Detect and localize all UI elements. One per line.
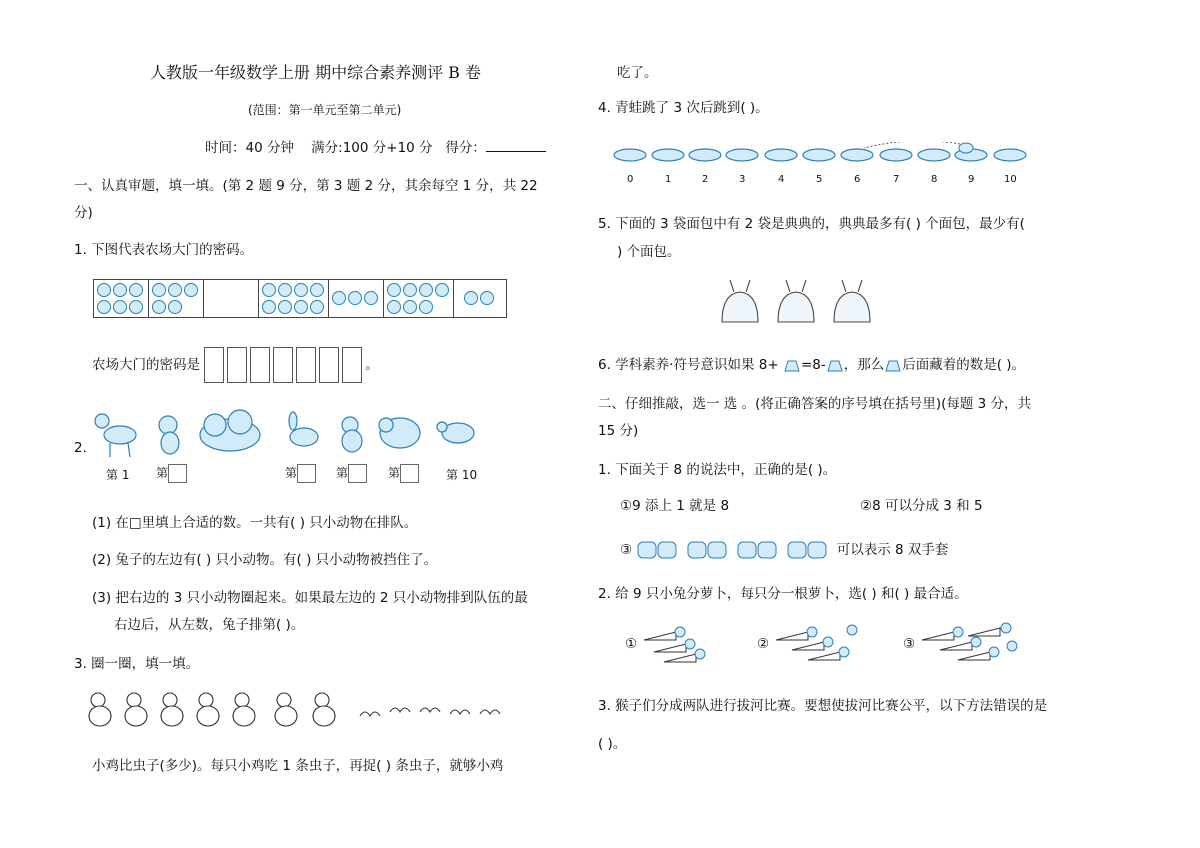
- chick-icon: [233, 693, 255, 726]
- hidden-shape-icon: [884, 357, 902, 373]
- q6-text: [598, 353, 1025, 373]
- s2-q1-opt1: ①9 添上 1 就是 8: [620, 498, 730, 514]
- s2-q1-title: 1. 下面关于 8 的说法中，正确的是( )。: [598, 462, 837, 478]
- opt3-text: 可以表示 8 双手套: [836, 542, 949, 558]
- password-label: 农场大门的密码是: [92, 357, 200, 373]
- s2-q1-opt3: [620, 538, 948, 561]
- s2-q2-opt1: ①: [625, 636, 638, 652]
- dog-icon: [159, 416, 179, 454]
- q5-text: 5. 下面的 3 袋面包中有 2 袋是典典的，典典最多有( ) 个面包，最少有(: [598, 216, 1025, 232]
- carrot-icon: [808, 652, 840, 660]
- code-cell: [258, 279, 329, 318]
- q2-label-10: 第 10: [446, 468, 478, 482]
- carrot-icon: [776, 632, 808, 640]
- carrot-icon: [654, 644, 686, 652]
- s2-q3-title: 3. 猴子们分成两队进行拔河比赛。要想使拔河比赛公平，以下方法错误的是: [598, 698, 1048, 714]
- q2-label-2: 第: [156, 464, 187, 483]
- code-cell-empty: [203, 279, 259, 318]
- q2-sub3b: 右边后，从左数，兔子排第( )。: [114, 617, 305, 633]
- q6-suffix: 后面藏着的数是( )。: [902, 357, 1026, 373]
- full-score-label: 满分:100 分+10 分: [311, 140, 433, 156]
- q2-sub3a: (3) 把右边的 3 只小动物圈起来。如果最左边的 2 只小动物排到队伍的最: [92, 590, 528, 606]
- carrot-group-3: [918, 620, 1022, 664]
- s2-q2-opt3: ③: [903, 636, 916, 652]
- range-subtitle: (范围：第一单元至第二单元): [248, 103, 402, 117]
- jump-arc: [864, 142, 960, 148]
- pad-number: 0: [627, 174, 634, 185]
- carrot-icon: [968, 628, 1000, 636]
- password-box[interactable]: [204, 347, 224, 383]
- position-box[interactable]: [400, 464, 419, 483]
- q6-prefix: 6. 学科素养·符号意识如果 8+: [598, 357, 779, 373]
- time-label: 时间：40 分钟: [205, 140, 294, 156]
- q1-title: 1. 下图代表农场大门的密码。: [74, 242, 254, 258]
- pad-number: 1: [665, 174, 672, 185]
- code-cell: [93, 279, 149, 318]
- carrot-icon: [644, 632, 676, 640]
- password-answer: 农场大门的密码是 。: [92, 347, 379, 383]
- carrot-icon: [922, 632, 954, 640]
- s2-q2-title: 2. 给 9 只小兔分萝卜，每只分一根萝卜，选( ) 和( ) 最合适。: [598, 586, 968, 602]
- q2-label-1: 第 1: [106, 468, 130, 482]
- q3-text-cont: 吃了。: [617, 65, 658, 81]
- worm-icon: [390, 708, 410, 712]
- chick-icon: [313, 693, 335, 726]
- q2-label-4: 第: [336, 464, 367, 483]
- carrot-icon: [792, 642, 824, 650]
- carrot-icon: [664, 654, 696, 662]
- exam-info: [205, 136, 546, 156]
- animal-queue: [90, 405, 480, 461]
- q2-label-3: 第: [285, 464, 316, 483]
- q4-text: 4. 青蛙跳了 3 次后跳到( )。: [598, 100, 769, 116]
- bread-bag-icon: [778, 280, 814, 322]
- s2-q3-cont: ( )。: [598, 736, 627, 752]
- q2-label-5: 第: [388, 464, 419, 483]
- worm-icon: [480, 710, 500, 714]
- code-cell: [453, 279, 507, 318]
- score-blank[interactable]: [486, 151, 546, 152]
- pad-number: 10: [1004, 174, 1017, 185]
- code-cell: [383, 279, 454, 318]
- hidden-shape-icon: [826, 357, 844, 373]
- chick-icon: [89, 693, 111, 726]
- section1-heading-cont: 分): [74, 205, 93, 221]
- carrot-icon: [958, 652, 990, 660]
- q3-text: 小鸡比虫子(多少)。每只小鸡吃 1 条虫子，再捉( ) 条虫子，就够小鸡: [92, 758, 504, 774]
- password-box[interactable]: [227, 347, 247, 383]
- page-title: 人教版一年级数学上册 期中综合素养测评 B 卷: [150, 63, 482, 82]
- pad-number: 6: [854, 174, 861, 185]
- bread-bags: [718, 278, 888, 330]
- mittens-icon: [636, 539, 832, 561]
- password-box[interactable]: [273, 347, 293, 383]
- section2-heading: 二、仔细推敲，选一 选 。(将正确答案的序号填在括号里)(每题 3 分，共: [598, 396, 1032, 412]
- worm-icon: [450, 710, 470, 714]
- pad-number: 5: [816, 174, 823, 185]
- q5-text-cont: ) 个面包。: [617, 244, 681, 260]
- q6-mid: =8-: [800, 357, 826, 373]
- pad-number: 7: [893, 174, 900, 185]
- s2-q1-opt2: ②8 可以分成 3 和 5: [860, 498, 983, 514]
- cloud-icon: [200, 410, 260, 451]
- score-label: 得分：: [445, 140, 486, 156]
- q6-mid2: ，那么: [843, 357, 885, 373]
- lily-pads: [612, 142, 1032, 172]
- s2-q2-opt2: ②: [757, 636, 770, 652]
- position-box[interactable]: [348, 464, 367, 483]
- bread-bag-icon: [834, 280, 870, 322]
- section1-heading: 一、认真审题，填一填。(第 2 题 9 分，第 3 题 2 分，其余每空 1 分，共 22: [74, 178, 538, 194]
- sheep-icon: [379, 418, 420, 448]
- carrot-group-1: [640, 622, 714, 664]
- code-cell: [328, 279, 384, 318]
- chick-icon: [125, 693, 147, 726]
- pad-number: 4: [778, 174, 785, 185]
- pad-number: 2: [702, 174, 709, 185]
- password-box[interactable]: [342, 347, 362, 383]
- carrot-group-2: [772, 620, 862, 664]
- horse-icon: [95, 414, 136, 457]
- chick-icon: [197, 693, 219, 726]
- password-box[interactable]: [250, 347, 270, 383]
- q2-number: 2.: [74, 440, 87, 456]
- password-box[interactable]: [319, 347, 339, 383]
- worm-icon: [360, 712, 380, 716]
- position-box[interactable]: [168, 464, 187, 483]
- pad-number: 3: [739, 174, 746, 185]
- pad-number: 9: [968, 174, 975, 185]
- opt3-number: ③: [620, 542, 633, 558]
- carrot-icon: [940, 642, 972, 650]
- hidden-shape-icon: [783, 357, 801, 373]
- turtle-icon: [437, 422, 474, 443]
- position-box[interactable]: [297, 464, 316, 483]
- section2-heading-cont: 15 分): [598, 423, 639, 439]
- code-cell: [148, 279, 204, 318]
- chick-icon: [161, 693, 183, 726]
- chick-icon: [275, 693, 297, 726]
- chick-icon: [342, 417, 362, 452]
- worm-icon: [420, 708, 440, 712]
- frog-icon: [959, 143, 973, 153]
- q3-title: 3. 圈一圈，填一填。: [74, 656, 200, 672]
- bread-bag-icon: [722, 280, 758, 322]
- rabbit-icon: [289, 412, 318, 446]
- password-box[interactable]: [296, 347, 316, 383]
- chicks-and-worms: [84, 690, 504, 730]
- pad-number: 8: [931, 174, 938, 185]
- q2-sub2: (2) 兔子的左边有( ) 只小动物。有( ) 只小动物被挡住了。: [92, 552, 438, 568]
- q2-sub1: (1) 在□里填上合适的数。一共有( ) 只小动物在排队。: [92, 515, 418, 531]
